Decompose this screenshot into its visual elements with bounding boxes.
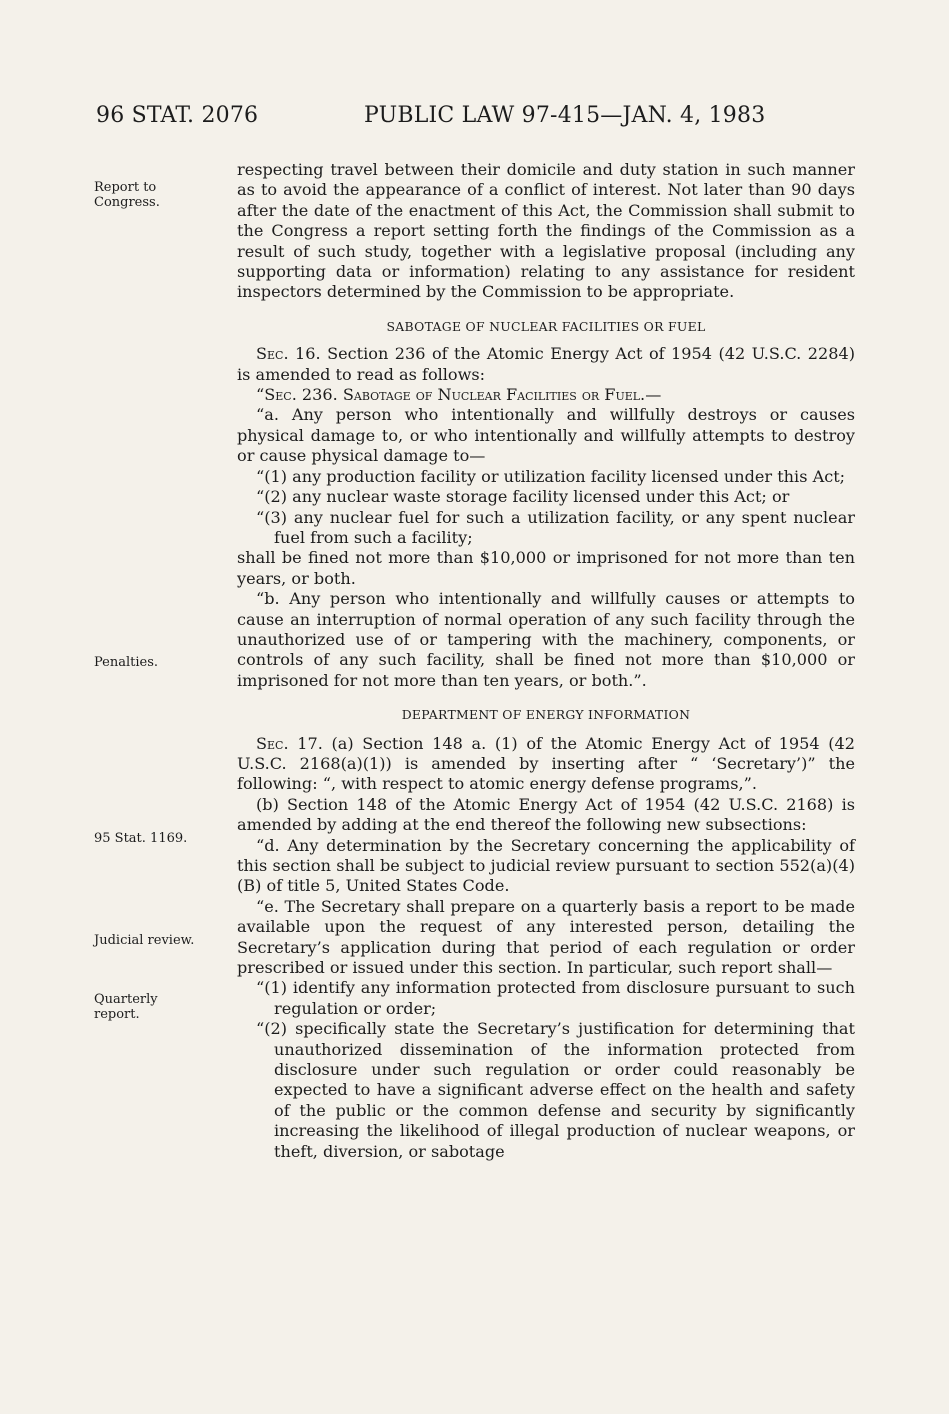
paragraph-sec16 bbox=[237, 344, 855, 385]
list-item-1: “(1) any production facility or utilization facility licensed under this Act; bbox=[256, 466, 846, 486]
page-stat-number: 96 STAT. 2076 bbox=[96, 103, 259, 128]
body-text bbox=[237, 160, 855, 1162]
paragraph-sec236-title bbox=[237, 385, 855, 405]
list-item-e2: “(2) specifically state the Secretary’s justification for determining that unauthorized dissemination of the information protected from disclosure under such regulation or order could reasonably be expected to have a significant adverse effect on the health and safety of the public or the common defense and security by significantly increasing the likelihood of illegal production of nuclear weapons, or theft, diversion, or sabotage bbox=[256, 1019, 855, 1161]
margin-note-judicial-review: Judicial review. bbox=[94, 933, 195, 948]
margin-note-report-to-congress: Report to Congress. bbox=[94, 180, 160, 210]
sec16-label: Sec. bbox=[256, 344, 289, 364]
sec236-open-quote: “ bbox=[256, 385, 265, 405]
paragraph-penalty-a: shall be fined not more than $10,000 or imprisoned for not more than ten years, or both. bbox=[237, 548, 855, 588]
margin-note-quarterly-report: Quarterly report. bbox=[94, 992, 158, 1022]
sec236-dash: — bbox=[645, 385, 662, 405]
sec17-label: Sec. bbox=[256, 733, 289, 753]
sec236-title: Sec. 236. Sabotage of Nuclear Facilities or Fuel. bbox=[264, 385, 646, 405]
paragraph-e: “e. The Secretary shall prepare on a quarterly basis a report to be made available upon the request of any interested person, detailing the Secretary’s application during that period of each regulation or order prescribed or issued under this section. In particular, such report shall— bbox=[237, 896, 855, 978]
paragraph-sec17-b: (b) Section 148 of the Atomic Energy Act of 1954 (42 U.S.C. 2168) is amended by adding at the end thereof the following new subsections: bbox=[237, 794, 855, 835]
sec17-text: 17. (a) Section 148 a. (1) of the Atomic Energy Act of 1954 (42 U.S.C. 2168(a)(1)) is amended by inserting after “ ‘Secretary’)” the following: “, with respect to atomic energy defense programs,”. bbox=[237, 733, 855, 794]
margin-note-penalties: Penalties. bbox=[94, 655, 159, 670]
list-item-2: “(2) any nuclear waste storage facility licensed under this Act; or bbox=[256, 487, 790, 507]
paragraph-intro: respecting travel between their domicile and duty station in such manner as to avoid the appearance of a conflict of interest. Not later than 90 days after the date of the enactment of this Act, the Commission shall submit to the Congress a report setting forth the findings of the Commission as a result of such study, together with a legislative proposal (including any supporting data or information) relating to any assistance for resident inspectors determined by the Commission to be appropriate. bbox=[237, 160, 855, 302]
sec16-text: 16. Section 236 of the Atomic Energy Act of 1954 (42 U.S.C. 2284) is amended to read as follows: bbox=[237, 344, 855, 384]
paragraph-b: “b. Any person who intentionally and willfully causes or attempts to cause an interruption of normal operation of any such facility through the unauthorized use of or tampering with the machinery, components, or controls of any such facility, shall be fined not more than $10,000 or imprisoned for not more than ten years, or both.”. bbox=[237, 589, 855, 690]
list-item-3: “(3) any nuclear fuel for such a utilization facility, or any spent nuclear fuel from such a facility; bbox=[256, 507, 855, 547]
section-heading-sabotage: SABOTAGE OF NUCLEAR FACILITIES OR FUEL bbox=[386, 318, 706, 334]
paragraph-a: “a. Any person who intentionally and willfully destroys or causes physical damage to, or who intentionally and willfully attempts to destroy or cause physical damage to— bbox=[237, 405, 855, 466]
section-heading-doe: DEPARTMENT OF ENERGY INFORMATION bbox=[401, 707, 691, 723]
list-item-e1: “(1) identify any information protected from disclosure pursuant to such regulation or order; bbox=[256, 978, 855, 1018]
paragraph-sec17 bbox=[237, 734, 855, 795]
margin-note-stat-ref: 95 Stat. 1169. bbox=[94, 831, 188, 846]
paragraph-d: “d. Any determination by the Secretary concerning the applicability of this section shall be subject to judicial review pursuant to section 552(a)(4)(B) of title 5, United States Code. bbox=[237, 835, 855, 896]
page-title: PUBLIC LAW 97-415—JAN. 4, 1983 bbox=[364, 103, 766, 128]
